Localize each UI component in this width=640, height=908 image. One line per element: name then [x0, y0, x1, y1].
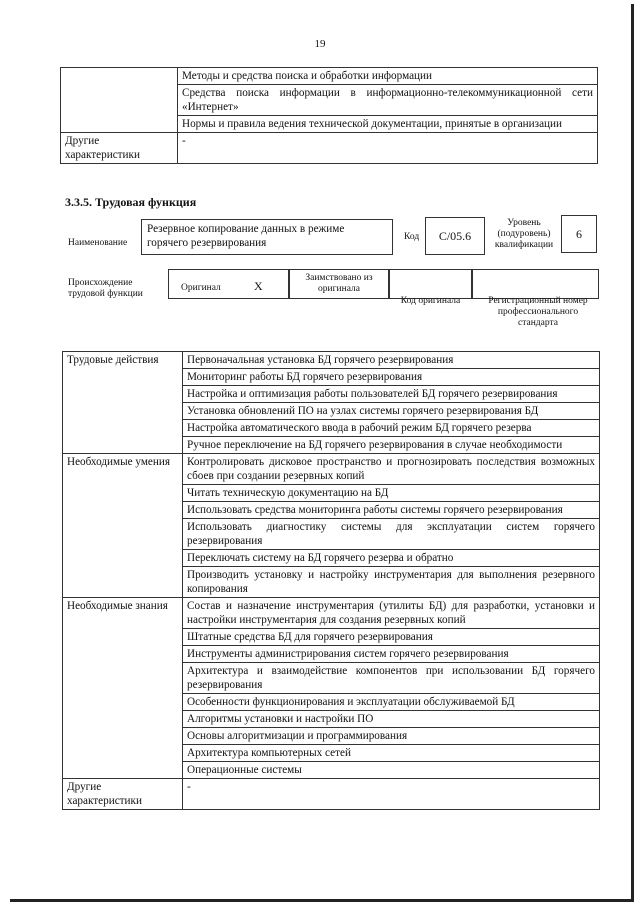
- table-cell: Первоначальная установка БД горячего резервирования: [183, 352, 600, 369]
- table-cell: Состав и назначение инструментария (утилиты БД) для разработки, установки и настройки инструментария для создания резервных копий: [183, 598, 600, 629]
- name-value: Резервное копирование данных в режиме горячего резервирования: [141, 219, 393, 255]
- table-cell: Инструменты администрирования систем горячего резервирования: [183, 646, 600, 663]
- code-value: C/05.6: [425, 217, 485, 255]
- top-table: [60, 67, 598, 164]
- table-row: [61, 133, 598, 164]
- table-cell: Нормы и правила ведения технической документации, принятые в организации: [178, 116, 598, 133]
- other-value: -: [178, 133, 598, 164]
- table-cell: Методы и средства поиска и обработки информации: [178, 68, 598, 85]
- origin-mark: X: [254, 279, 263, 293]
- table-cell: Настройка и оптимизация работы пользователей БД горячего резервирования: [183, 386, 600, 403]
- other-label: Другие характеристики: [61, 133, 178, 164]
- origin-reg-label: Регистрационный номер профессионального стандарта: [488, 296, 588, 328]
- table-cell: Основы алгоритмизации и программирования: [183, 728, 600, 745]
- table-cell: Использовать диагностику системы для эксплуатации систем горячего резервирования: [183, 519, 600, 550]
- group-label-knowledge: Необходимые знания: [63, 598, 183, 779]
- table-cell: Особенности функционирования и эксплуатации обслуживаемой БД: [183, 694, 600, 711]
- table-row: [61, 68, 598, 85]
- origin-label: Происхождение трудовой функции: [68, 278, 143, 299]
- main-table: [62, 351, 600, 810]
- table-row: [63, 598, 600, 629]
- table-cell: Установка обновлений ПО на узлах системы горячего резервирования БД: [183, 403, 600, 420]
- table-row: [63, 454, 600, 485]
- level-value: 6: [561, 215, 597, 253]
- origin-code-label: Код оригинала: [400, 296, 461, 306]
- page-number: 19: [314, 38, 326, 50]
- table-cell: Переключать систему на БД горячего резерва и обратно: [183, 550, 600, 567]
- table-cell: Операционные системы: [183, 762, 600, 779]
- table-cell: Штатные средства БД для горячего резервирования: [183, 629, 600, 646]
- group-label-actions: Трудовые действия: [63, 352, 183, 454]
- table-cell: Контролировать дисковое пространство и прогнозировать последствия возможных сбоев при создании резервных копий: [183, 454, 600, 485]
- table-cell: Производить установку и настройку инструментария для выполнения резервного копирования: [183, 567, 600, 598]
- table-row: [63, 779, 600, 810]
- origin-code-cell: [389, 269, 472, 299]
- table-row: [63, 352, 600, 369]
- name-label: Наименование: [68, 238, 128, 248]
- origin-reg-cell: [472, 269, 599, 299]
- group-label-skills: Необходимые умения: [63, 454, 183, 598]
- table-cell: Архитектура компьютерных сетей: [183, 745, 600, 762]
- table-cell: Ручное переключение на БД горячего резервирования в случае необходимости: [183, 437, 600, 454]
- other-label: Другие характеристики: [63, 779, 183, 810]
- table-cell: Использовать средства мониторинга работы системы горячего резервирования: [183, 502, 600, 519]
- table-cell: Читать техническую документацию на БД: [183, 485, 600, 502]
- table-cell: Средства поиска информации в информационно-телекоммуникационной сети «Интернет»: [178, 85, 598, 116]
- level-label: Уровень (подуровень) квалификации: [494, 218, 554, 250]
- origin-original: Оригинал: [181, 283, 221, 293]
- table-cell: Мониторинг работы БД горячего резервирования: [183, 369, 600, 386]
- code-label: Код: [404, 232, 420, 242]
- origin-borrowed: Заимствовано из оригинала: [305, 273, 373, 294]
- other-value: -: [183, 779, 600, 810]
- table-cell: Настройка автоматического ввода в рабочий режим БД горячего резерва: [183, 420, 600, 437]
- table-cell: Архитектура и взаимодействие компонентов при использовании БД горячего резервирования: [183, 663, 600, 694]
- section-title: 3.3.5. Трудовая функция: [65, 195, 197, 209]
- table-cell: Алгоритмы установки и настройки ПО: [183, 711, 600, 728]
